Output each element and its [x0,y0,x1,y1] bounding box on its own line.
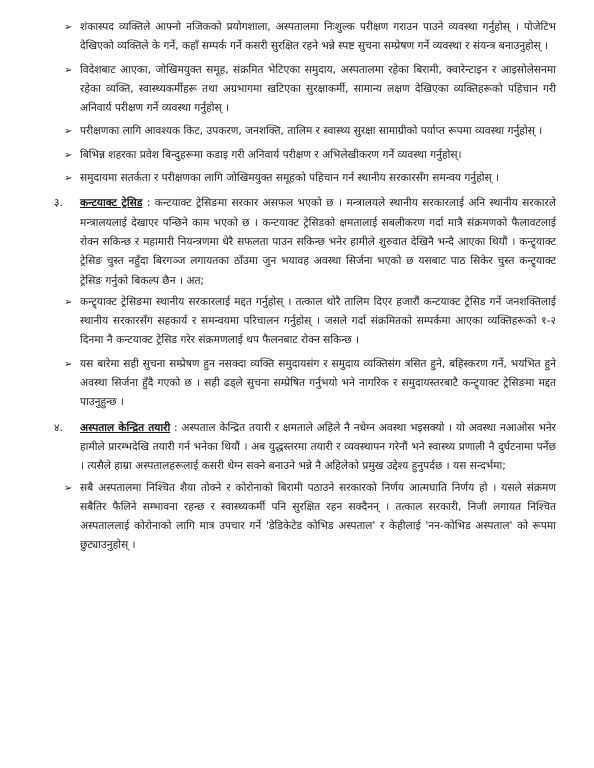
arrow-bullet-icon: ➢ [64,126,73,138]
arrow-bullet-icon: ➢ [64,22,73,33]
list-item [54,169,556,188]
arrow-bullet-icon: ➢ [64,173,73,185]
list-item [54,122,556,141]
arrow-bullet-icon: ➢ [64,358,73,370]
list-item [54,479,556,556]
section-heading: कन्टयाक्ट ट्रेसिड [80,197,143,210]
bullet-text: समुदायमा सतर्कता र परीक्षणका लागि जोखिमयुक्त समूहको पहिचान गर्न स्थानीय सरकारसँग समन्वय गर्नुहोस् । [80,172,500,185]
list-item [54,293,556,351]
section-contact-tracing [54,194,556,290]
bullet-text: बिभिन्न शहरका प्रवेश बिन्दुहरूमा कडाइ गरी अनिवार्य परीक्षण र अभिलेखीकरण गर्ने व्यवस्था गर्नुहोस्। [80,148,462,161]
section-intro-text: : कन्टयाक्ट ट्रेसिङमा सरकार असफल भएको छ । मन्त्रालयले स्थानीय सरकारलाई अनि स्थानीय सरकारले मन्त्रालयलाई देखाएर पन्छिने काम भएको छ । कन्टयाक्ट ट्रेसिडको क्षमतालाई सबलीकरण गर्दा मात्रै संक्रमणको फैलावटलाई रोक्न सकिन्छ र महामारी नियन्त्रणमा धेरै सफलता पाउन सकिन्छ भनेर हामीले शुरुवात देखिनै भन्दै आएका थियौं । कन्ट्र्याक्ट ट्रेसिङ चुस्त नहुँदा बिरगञ्ज लगायतका ठाँउमा जुन भयावह अवस्था सिर्जना भएको छ यसबाट पाठ सिकेर चुस्त कन्ट्र्याक्ट ट्रेसिङ गर्नुको बिकल्प छैन । अत; [80,197,557,287]
section-hospital-preparedness-bullets [54,479,556,556]
bullet-text: सबै अस्पतालमा निश्चित शैया तोक्ने र कोरोनाको बिरामी पठाउने सरकारको निर्णय आत्मघाति निर्णय हो । यसले संक्रमण सबैतिर फैलिने सम्भावना रहन्छ र स्वास्थ्यकर्मी पनि सुरक्षित रहन सक्दैनन् । तत्काल सरकारी, निजी लगायत निश्चित अस्पताललाई कोरोनाको लागि मात्र उपचार गर्ने 'डेडिकेटेड कोभिड अस्पताल' र केहीलाई 'नन-कोभिड अस्पताल' को रूपमा छुट्याउनुहोस् । [80,481,556,552]
bullet-text: परीक्षणका लागि आवश्यक किट, उपकरण, जनशक्ति, तालिम र स्वास्थ्य सुरक्षा सामाग्रीको पर्याप्त रूपमा व्यवस्था गर्नुहोस् । [80,125,543,138]
section-intro [80,419,556,477]
bullet-text: यस बारेमा सही सुचना सम्प्रेषण हुन नसक्दा व्यक्ति समुदायसंग र समुदाय व्यक्तिसंग त्रसित हुने, बहिस्करण गर्ने, भयभित हुने अवस्था सिर्जना हुँदै गएको छ । सही ढड्ले सुचना सम्प्रेषित गर्नुभयो भने नागरिक र समुदायस्तरबाटै कन्ट्र्याक्ट ट्रेसिङमा मद्दत पाउनुहुन्छ । [80,357,556,409]
section-number: ३. [54,197,63,210]
section-hospital-preparedness [54,419,556,477]
bullet-text: विदेशबाट आएका, जोखिमयुक्त समूह, संक्रमित भेटिएका समुदाय, अस्पतालमा रहेका बिरामी, क्वारेन्टाइन र आइसोलेसनमा रहेका व्यक्ति, स्वास्थ्यकर्मीहरू तथा अग्रभागमा खटिएका सुरक्षाकर्मी, सामान्य लक्षण देखिएका व्यक्तिहरूको पहिचान गरी अनिवार्य परीक्षण गर्ने व्यवस्था गर्नुहोस् । [80,63,556,115]
section-number: ४. [54,421,63,434]
list-item [54,18,556,57]
section-intro [80,194,556,290]
bullet-text: कन्ट्र्याक्ट ट्रेसिङमा स्थानीय सरकारलाई मद्दत गर्नुहोस् । तत्काल थोरै तालिम दिएर हजारौं कन्टयाक्ट ट्रेसिड गर्ने जनशक्तिलाई स्थानीय सरकारसँग सहकार्य र समन्वयमा परिचालन गर्नुहोस् । जसले गर्दा संक्रमितको सम्पर्कमा आएका व्यक्तिहरूको १-२ दिनमा नै कन्टयाक्ट ट्रेसिड गरेर संक्रमणलाई थप फैलनबाट रोक्न सकिन्छ । [80,295,556,347]
arrow-bullet-icon: ➢ [64,296,73,308]
bullet-text: शंकास्पद व्यक्तिले आफ्नो नजिकको प्रयोगशाला, अस्पतालमा निःशुल्क परीक्षण गराउन पाउने व्यवस्था गर्नुहोस् । पोजेटिभ देखिएको व्यक्तिले के गर्ने, कहाँ सम्पर्क गर्ने कसरी सुरक्षित रहने भन्ने स्पष्ट सुचना सम्प्रेषण गर्ने व्यवस्था र संयन्त्र बनाउनुहोस् । [80,21,556,53]
arrow-bullet-icon: ➢ [64,149,73,161]
arrow-bullet-icon: ➢ [64,64,73,76]
section-contact-tracing-bullets [54,293,556,413]
section-intro-text: : अस्पताल केन्द्रित तयारी र क्षमताले अहिले नै नधेग्न अवस्था भइसक्यो । यो अवस्था नआओस भनेर हामीले प्रारम्भदेखि तयारी गर्न भनेका थियौं । अब युद्धस्तरमा तयारी र व्यवस्थापन गरेनौं भने स्वास्थ्य प्रणाली नै दुर्घटनामा पर्नेछ । त्यसैले हाम्रा अस्पतालहरूलाई कसरी थेग्न सक्ने बनाउने भन्ने नै अहिलेको प्रमुख उद्देश्य हुनुपर्दछ । यस सन्दर्भमा; [80,421,556,473]
top-bullet-list [54,18,556,188]
list-item [54,146,556,165]
section-heading: अस्पताल केन्द्रित तयारी [80,421,171,434]
list-item [54,61,556,119]
arrow-bullet-icon: ➢ [64,482,73,494]
list-item [54,355,556,413]
